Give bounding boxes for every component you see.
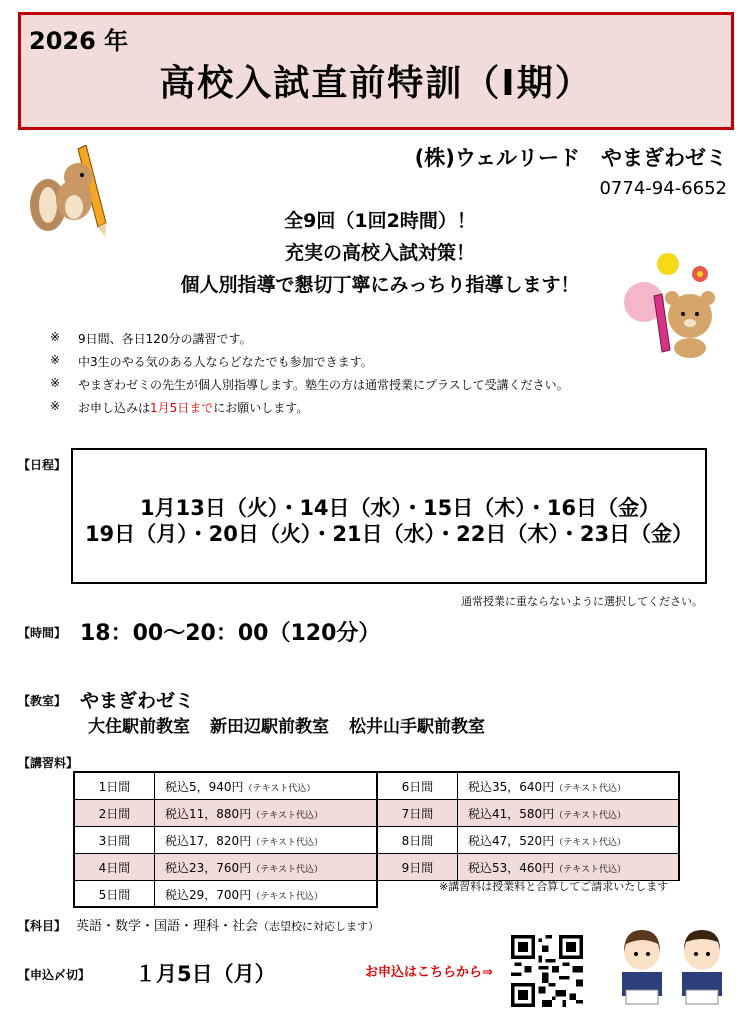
school-name: やまぎわゼミ (80, 690, 195, 712)
apply-link[interactable]: お申込はこちらから⇒ (365, 965, 493, 980)
table-row: 2日間 税込11，880円（テキスト代込） (75, 800, 377, 827)
table-row: 3日間 税込17，820円（テキスト代込） (75, 827, 377, 854)
subjects-label: 【科目】 (18, 919, 67, 933)
deadline-label: 【申込〆切】 (18, 968, 91, 982)
note-item: ※ 9日間、各日120分の講習です。 (50, 330, 252, 346)
fee-table-left (73, 771, 378, 908)
pitch-line-2: 充実の高校入試対策！ (284, 242, 475, 264)
girl-student-icon (622, 930, 662, 1004)
schedule-note: 通常授業に重ならないように選択してください。 (461, 595, 703, 608)
schedule-line-1: 1月13日（火）・14日（水）・15日（木）・16日（金） (139, 496, 660, 520)
boy-student-icon (682, 930, 722, 1004)
schedule-box (71, 448, 707, 584)
flower-icon (692, 266, 708, 282)
year-label: 2026 年 (29, 27, 129, 55)
table-row: 4日間 税込23，760円（テキスト代込） (75, 854, 377, 881)
table-row: 9日間 税込53，460円（テキスト代込） (378, 854, 679, 881)
table-row: 1日間 税込5，940円（テキスト代込） (75, 773, 377, 800)
schedule-line-2: 19日（月）・20日（火）・21日（水）・22日（木）・23日（金） (84, 522, 694, 546)
pitch-line-1: 全9回（1回2時間）！ (284, 210, 476, 232)
classroom-list (88, 712, 485, 737)
table-row: 8日間 税込47，520円（テキスト代込） (378, 827, 679, 854)
schedule-label: 【日程】 (18, 458, 67, 472)
classroom-item: 松井山手駅前教室 (349, 717, 485, 737)
classroom-label: 【教室】 (18, 694, 67, 708)
pitch-line-3: 個人別指導で懇切丁寧にみっちり指導します！ (180, 274, 580, 296)
table-row: 6日間 税込35，640円（テキスト代込） (378, 773, 679, 800)
deadline-value: １月5日（月） (135, 962, 276, 986)
page-title: 高校入試直前特訓（Ⅰ期） (159, 63, 593, 104)
bear-pencil-illustration (620, 250, 730, 360)
table-row: 7日間 税込41，580円（テキスト代込） (378, 800, 679, 827)
fee-table-right (376, 771, 680, 881)
subjects-text: 英語・数学・国語・理科・社会（志望校に対応します） (76, 919, 380, 934)
note-item: ※ やまぎわゼミの先生が個人別指導します。塾生の方は通常授業にプラスして受講ください。 (50, 376, 569, 392)
chipmunk-pencil-illustration (26, 145, 111, 240)
title-banner (18, 12, 734, 130)
classroom-item: 新田辺駅前教室 (210, 717, 329, 737)
notes-list (50, 330, 569, 422)
table-row: 5日間 税込29，700円（テキスト代込） (75, 881, 377, 908)
fees-label: 【講習料】 (18, 756, 79, 770)
qr-code-icon[interactable] (511, 935, 583, 1007)
note-item: ※ お申し込みは1月5日までにお願いします。 (50, 399, 309, 415)
time-value: 18：00～20：00（120分） (80, 621, 381, 646)
note-item: ※ 中3生のやる気のある人ならどなたでも参加できます。 (50, 353, 373, 369)
phone-number: 0774-94-6652 (599, 178, 727, 199)
time-label: 【時間】 (18, 626, 67, 640)
classroom-item: 大住駅前教室 (88, 717, 190, 737)
fee-note: ※講習料は授業料と合算してご請求いたします (439, 880, 669, 893)
company-name: (株)ウェルリード やまぎわゼミ (414, 146, 727, 170)
deadline-highlight: 1月5日まで (150, 401, 214, 415)
students-illustration (608, 922, 736, 1010)
